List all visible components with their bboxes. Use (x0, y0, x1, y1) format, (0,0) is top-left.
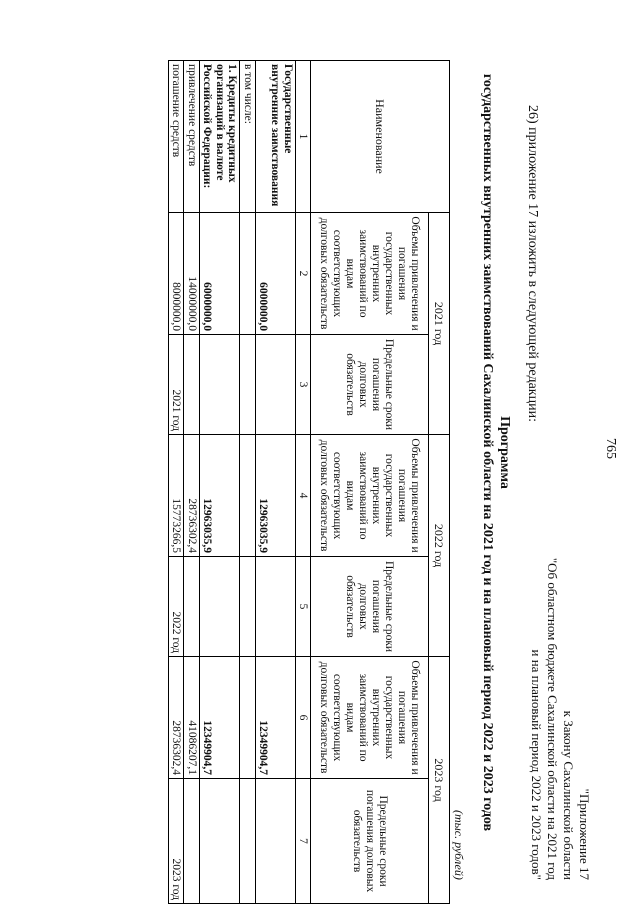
term-2022: 2022 год (169, 557, 185, 657)
row-label: в том числе: (240, 61, 256, 213)
volume-2023: 12349904,7 (256, 657, 296, 779)
term-header-2021: Предельные сроки погашения долговых обязательств (311, 335, 429, 435)
term-2022 (184, 557, 200, 657)
volume-2022: 28736302,4 (184, 435, 200, 557)
name-column-header: Наименование (311, 61, 450, 213)
row-label: привлечение средств (184, 61, 200, 213)
column-number: 1 (296, 61, 311, 213)
column-number: 5 (296, 557, 311, 657)
intro-text: 26) приложение 17 изложить в следующей редакции: (525, 105, 540, 422)
volume-2021: 14000000,0 (184, 213, 200, 335)
program-title: Программа (497, 416, 512, 489)
volume-2023: 12349904,7 (200, 657, 241, 779)
appendix-line: и на плановый период 2022 и 2023 годов" (529, 649, 544, 880)
appendix-line: "Приложение 17 (577, 788, 592, 880)
appendix-line: "Об областном бюджете Сахалинской области на 2021 год (545, 557, 560, 880)
volume-2022 (240, 435, 256, 557)
volume-header-2021: Объемы привлечения и погашения государственных внутренних заимствований по видам соответствующих долговых обязательств (311, 213, 429, 335)
row-label: погашение средств (169, 61, 185, 213)
volume-2023: 41086207,1 (184, 657, 200, 779)
table-row (200, 61, 241, 904)
volume-2021 (240, 213, 256, 335)
volume-2021: 6000000,0 (256, 213, 296, 335)
row-label: 1. Кредиты кредитных организаций в валюте Российской Федерации: (200, 61, 241, 213)
appendix-line: к Закону Сахалинской области (561, 710, 576, 880)
column-number: 6 (296, 657, 311, 779)
column-number: 4 (296, 435, 311, 557)
column-number: 2 (296, 213, 311, 335)
term-2023 (256, 779, 296, 904)
volume-2021: 8000000,0 (169, 213, 185, 335)
column-number-row (296, 61, 311, 904)
table-row (169, 61, 185, 904)
table-row (240, 61, 256, 904)
term-2021 (240, 335, 256, 435)
table-row (184, 61, 200, 904)
appendix-reference (528, 530, 592, 880)
term-2023 (240, 779, 256, 904)
term-2023 (184, 779, 200, 904)
volume-2022: 12963035,9 (256, 435, 296, 557)
term-header-2022: Предельные сроки погашения долговых обязательств (311, 557, 429, 657)
term-2022 (256, 557, 296, 657)
year-header-2022: 2022 год (429, 435, 450, 657)
volume-header-2022: Объемы привлечения и погашения государственных внутренних заимствований по видам соответствующих долговых обязательств (311, 435, 429, 557)
column-number: 7 (296, 779, 311, 904)
volume-2023 (240, 657, 256, 779)
term-2023: 2023 год (169, 779, 185, 904)
term-2021 (256, 335, 296, 435)
volume-2021: 6000000,0 (200, 213, 241, 335)
term-2023 (200, 779, 241, 904)
year-header-2021: 2021 год (429, 213, 450, 435)
borrowing-program-table (168, 60, 450, 904)
volume-2023: 28736302,4 (169, 657, 185, 779)
program-subtitle: государственных внутренних заимствований Сахалинской области на 2021 год и на плановый период 2022 и 2023 годов (480, 73, 495, 832)
term-2022 (240, 557, 256, 657)
term-header-2023: Предельные сроки погашения долговых обязательств (311, 779, 429, 904)
units-label: (тыс. рублей) (452, 810, 466, 880)
term-2021: 2021 год (169, 335, 185, 435)
page-number: 765 (603, 438, 618, 459)
row-label: Государственные внутренние заимствования (256, 61, 296, 213)
year-header-2023: 2023 год (429, 657, 450, 904)
table-row (256, 61, 296, 904)
term-2021 (200, 335, 241, 435)
term-2022 (200, 557, 241, 657)
column-number: 3 (296, 335, 311, 435)
volume-header-2023: Объемы привлечения и погашения государственных внутренних заимствований по видам соответствующих долговых обязательств (311, 657, 429, 779)
volume-2022: 12963035,9 (200, 435, 241, 557)
volume-2022: 15773266,5 (169, 435, 185, 557)
term-2021 (184, 335, 200, 435)
